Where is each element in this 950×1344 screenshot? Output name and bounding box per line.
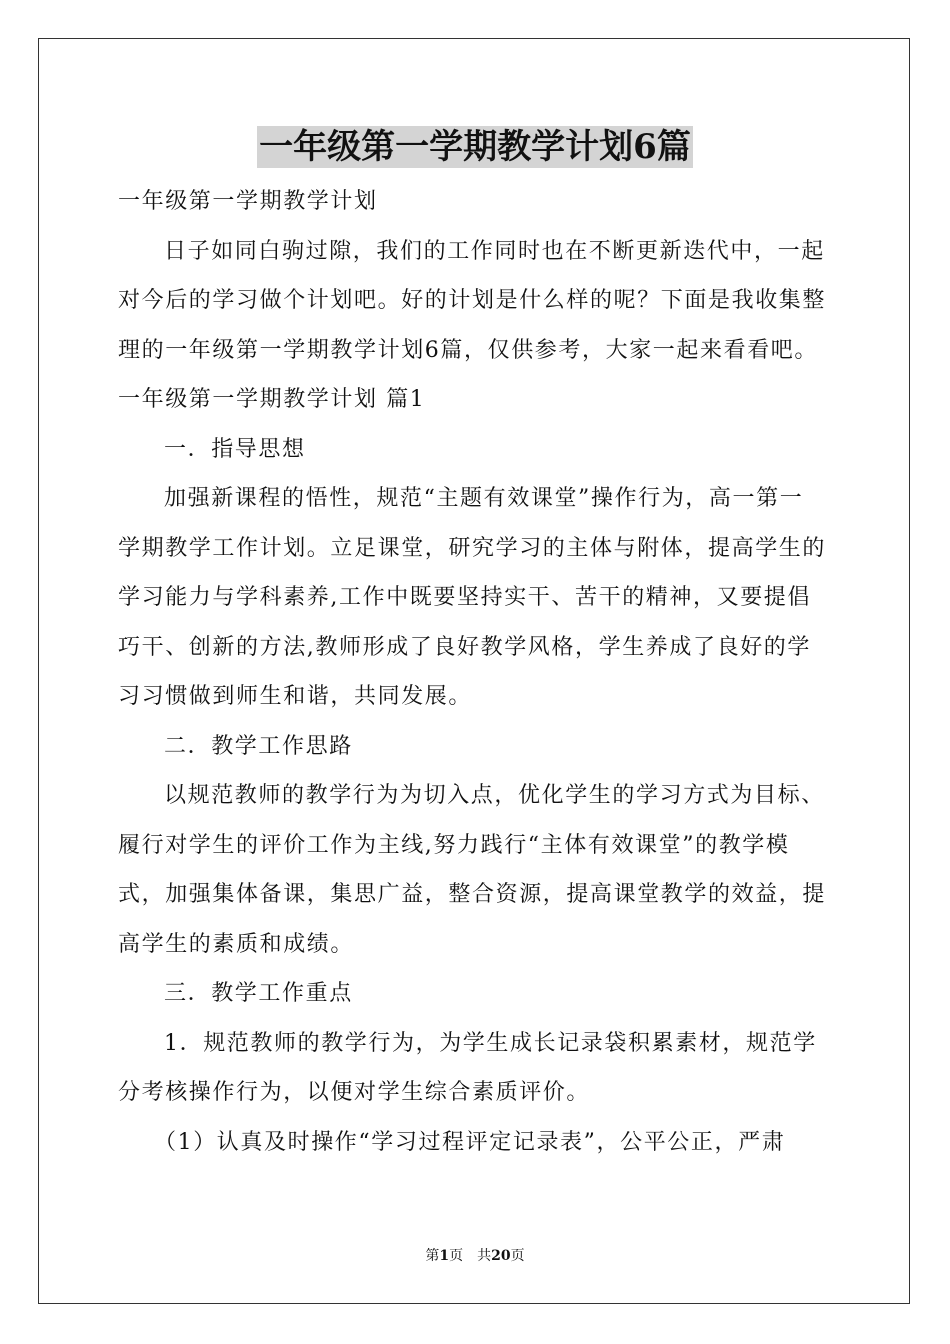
subtitle-line: 一年级第一学期教学计划 [118,189,378,214]
subheading-work-approach: 二．教学工作思路 [164,733,353,759]
footer-page-suffix: 页 [510,1248,525,1264]
paragraph-line: 1．规范教师的教学行为，为学生成长记录袋积累素材，规范学 [164,1030,817,1056]
paragraph-line: 以规范教师的教学行为为切入点，优化学生的学习方式为目标、 [164,783,825,808]
paragraph-line: 式，加强集体备课，集思广益，整合资源，提高课堂教学的效益，提 [118,882,827,907]
document-title: 一年级第一学期教学计划6篇 [259,127,691,167]
page-footer [0,1246,950,1266]
footer-page-current: 1 [439,1248,450,1264]
document-body [118,177,834,1167]
paragraph-line: 分考核操作行为，以便对学生综合素质评价。 [118,1080,591,1105]
subheading-work-focus: 三．教学工作重点 [164,981,353,1006]
paragraph-line: 学习能力与学科素养,工作中既要坚持实干、苦干的精神，又要提倡 [118,585,811,610]
paragraph-line: （1）认真及时操作“学习过程评定记录表”，公平公正，严肃 [154,1129,786,1155]
subheading-guiding-thought: 一．指导思想 [164,436,306,462]
section-heading: 一年级第一学期教学计划 篇1 [118,387,426,412]
paragraph-line: 学期教学工作计划。立足课堂，研究学习的主体与附体，提高学生的 [118,535,827,561]
paragraph-line: 理的一年级第一学期教学计划6篇，仅供参考，大家一起来看看吧。 [118,337,818,363]
paragraph-line: 对今后的学习做个计划吧。好的计划是什么样的呢？下面是我收集整 [118,288,827,313]
paragraph-line: 履行对学生的评价工作为主线,努力践行“主体有效课堂”的教学模 [118,832,790,858]
footer-page-mid: 页 共 [449,1248,492,1264]
paragraph-line: 高学生的素质和成绩。 [118,931,355,957]
paragraph-line: 巧干、创新的方法,教师形成了良好教学风格，学生养成了良好的学 [118,634,811,660]
footer-page-total: 20 [491,1248,511,1264]
paragraph-line: 加强新课程的悟性，规范“主题有效课堂”操作行为，高一第一 [164,486,804,511]
title-wrap [0,126,950,168]
footer-page-prefix: 第 [425,1248,440,1264]
paragraph-line: 日子如同白驹过隙，我们的工作同时也在不断更新迭代中，一起 [164,238,825,264]
paragraph-line: 习习惯做到师生和谐，共同发展。 [118,684,473,709]
